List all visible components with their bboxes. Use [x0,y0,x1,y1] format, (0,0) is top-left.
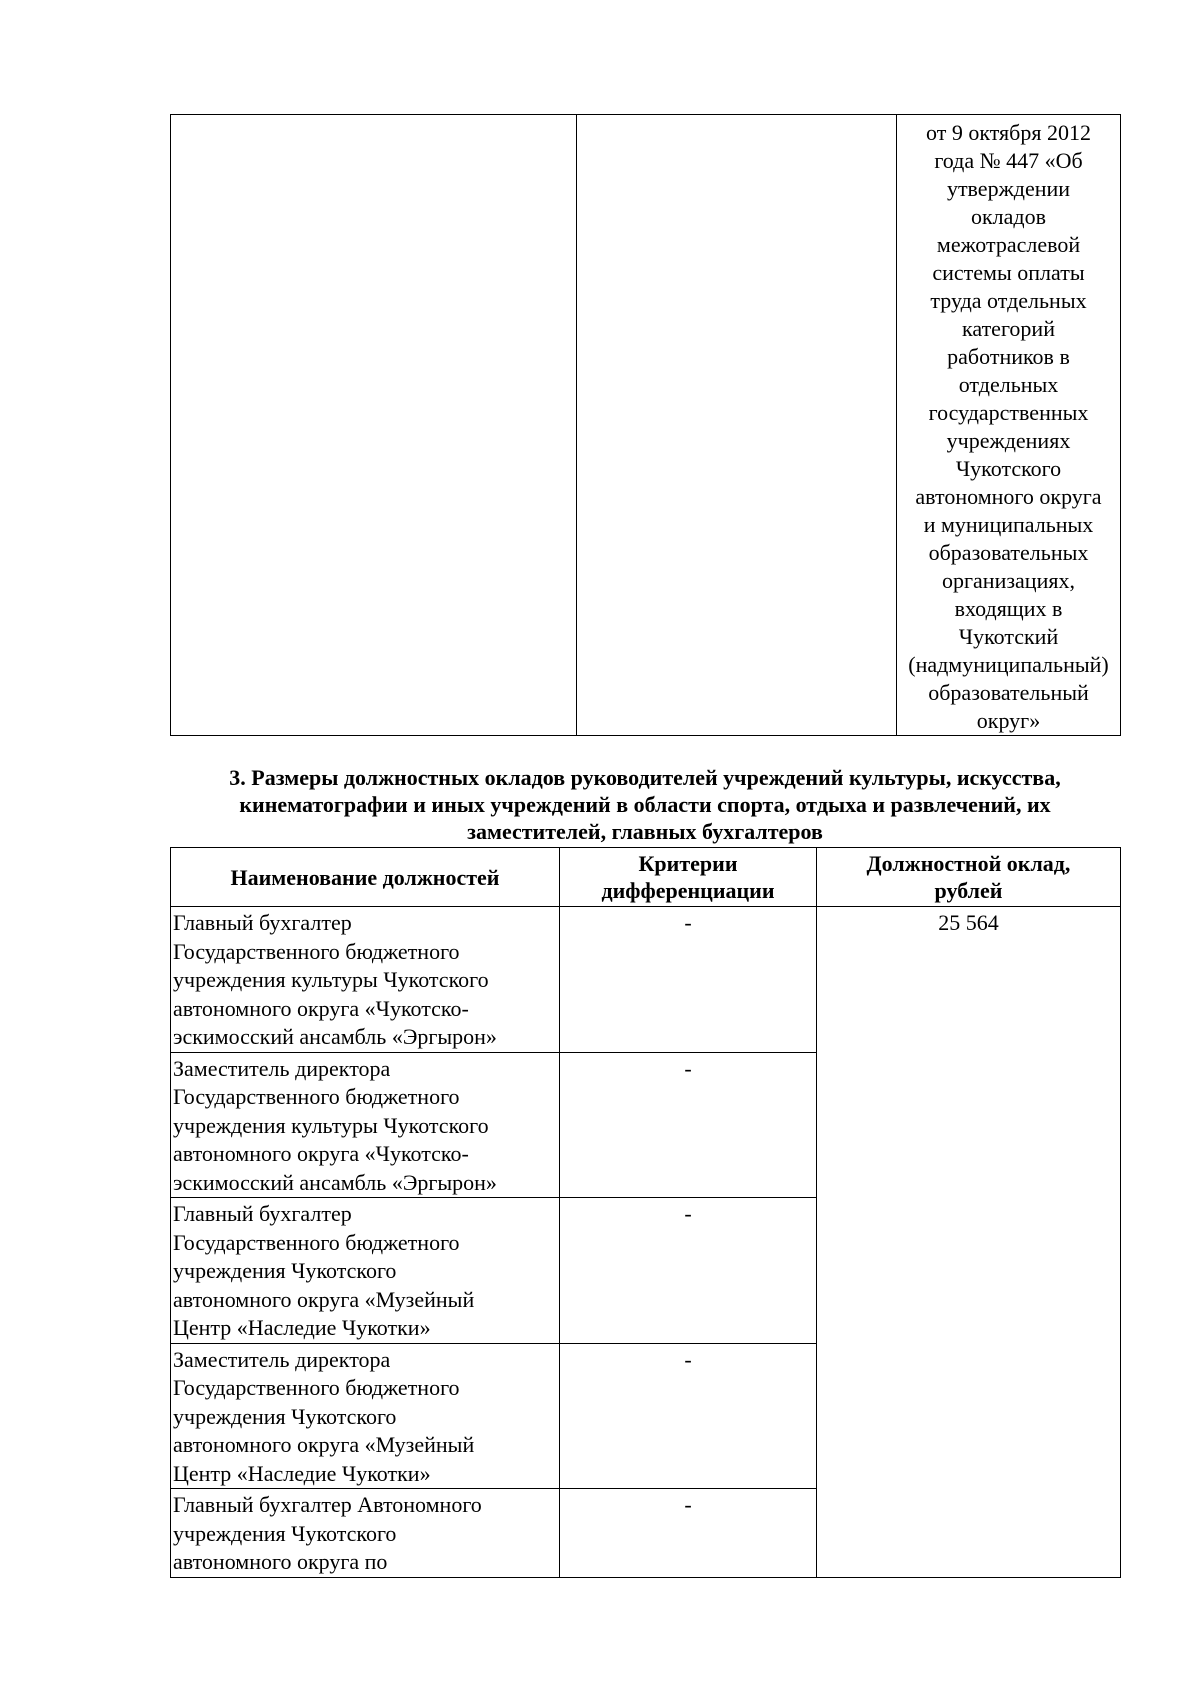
table-cell-empty [171,115,577,736]
table-cell-reference [897,115,1121,736]
criteria-cell: - [560,1198,817,1344]
table-cell-empty [577,115,897,736]
header-criteria: Критерии дифференциации [560,848,817,907]
salary-cell: 25 564 [817,907,1121,1578]
table-row [171,907,1121,1053]
header-positions: Наименование должностей [171,848,560,907]
position-cell: Главный бухгалтер Государственного бюджетного учреждения культуры Чукотского автономного округа «Чукотско- эскимосский ансамбль «Эргырон» [171,907,560,1053]
criteria-cell: - [560,1489,817,1578]
table-row [171,115,1121,736]
table-header-row [171,848,1121,907]
criteria-cell: - [560,907,817,1053]
section-heading [170,764,1120,845]
position-cell: Главный бухгалтер Автономного учреждения Чукотского автономного округа по [171,1489,560,1578]
header-salary: Должностной оклад, рублей [817,848,1121,907]
section-heading-line: кинематографии и иных учреждений в области спорта, отдыха и развлечений, их [239,792,1051,817]
criteria-cell: - [560,1343,817,1489]
salary-table [170,847,1121,1578]
position-cell: Заместитель директора Государственного бюджетного учреждения культуры Чукотского автономного округа «Чукотско- эскимосский ансамбль «Эргырон» [171,1052,560,1198]
reference-text: от 9 октября 2012 года № 447 «Об утверждении окладов межотраслевой системы оплаты труда отдельных категорий работников в отдельных государственных учреждениях Чукотского автономного округа и муниципальных образовательных организациях, входящих в Чукотский (надмуниципальный) образовательный округ» [908,120,1109,733]
section-heading-line: 3. Размеры должностных окладов руководителей учреждений культуры, искусства, [229,765,1061,790]
position-cell: Заместитель директора Государственного бюджетного учреждения Чукотского автономного округа «Музейный Центр «Наследие Чукотки» [171,1343,560,1489]
criteria-cell: - [560,1052,817,1198]
continuation-table [170,114,1121,736]
position-cell: Главный бухгалтер Государственного бюджетного учреждения Чукотского автономного округа «Музейный Центр «Наследие Чукотки» [171,1198,560,1344]
section-heading-line: заместителей, главных бухгалтеров [467,819,823,844]
